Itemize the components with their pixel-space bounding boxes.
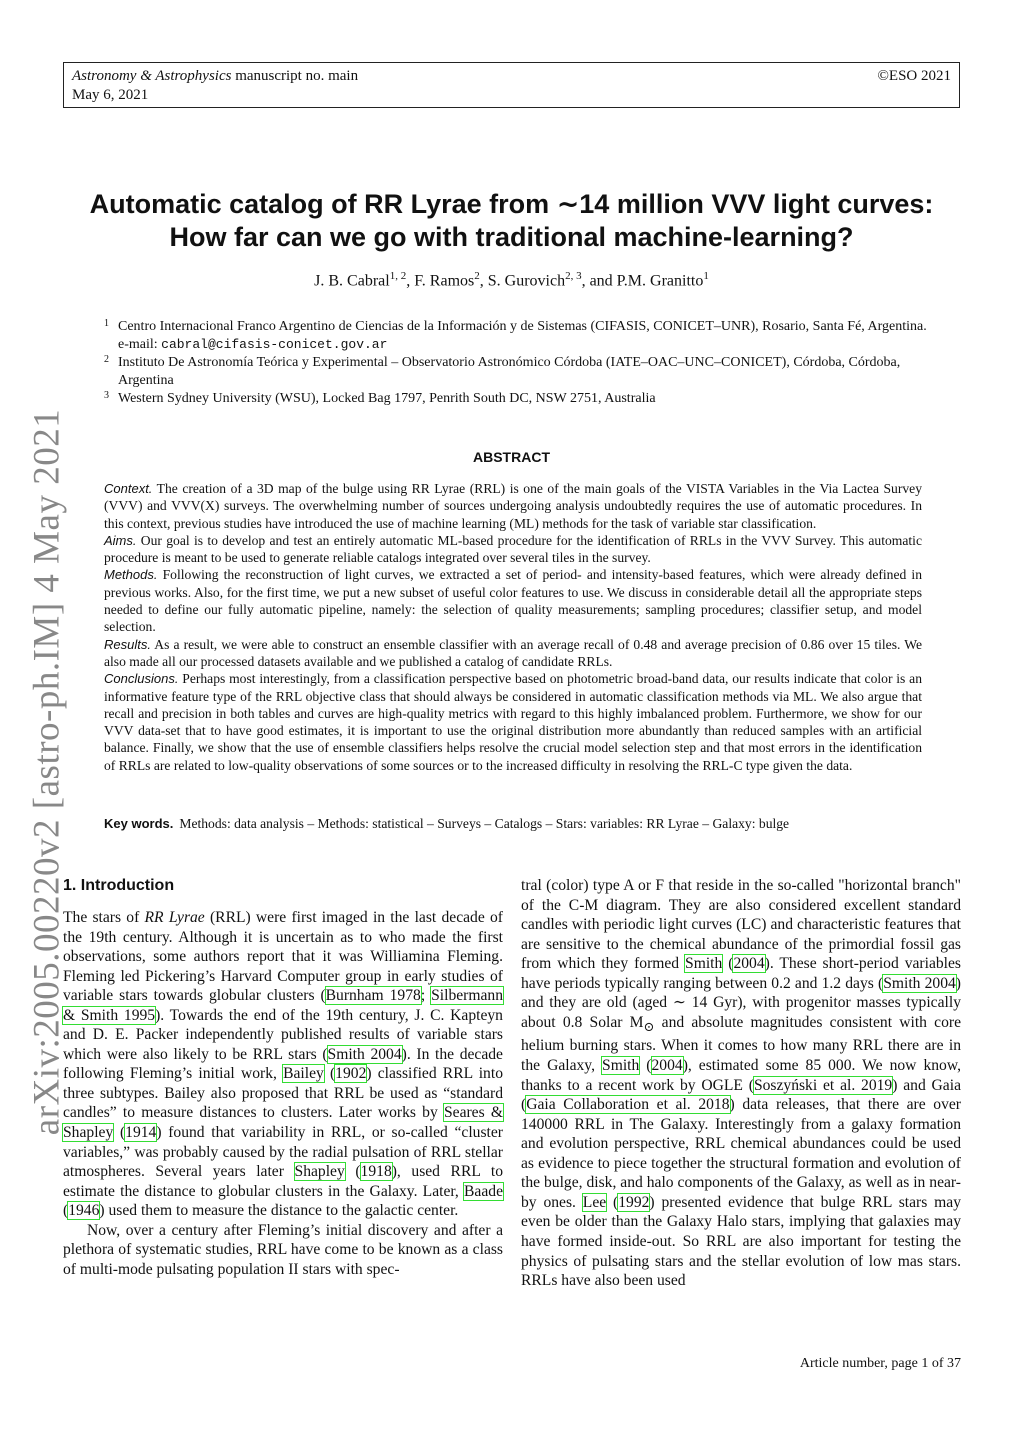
affiliation-text: Western Sydney University (WSU), Locked Bag 1797, Penrith South DC, NSW 2751, Australia xyxy=(118,391,656,406)
abstract-conclusions xyxy=(104,670,922,774)
citation-link[interactable]: Smith xyxy=(685,955,723,973)
journal-header xyxy=(63,62,960,108)
citation-link[interactable]: Bailey xyxy=(283,1065,324,1083)
manuscript-label: manuscript no. main xyxy=(231,68,359,84)
citation-link[interactable]: Baade xyxy=(464,1182,503,1200)
text-run: ( xyxy=(606,1193,619,1211)
text-run: ) used them to measure the distance to the galactic center. xyxy=(99,1202,459,1220)
citation-link[interactable]: 1946 xyxy=(68,1202,100,1220)
keywords-label: Key words. xyxy=(104,816,174,831)
intro-paragraph-2: Now, over a century after Fleming’s initial discovery and after a plethora of systematic studies, RRL have come to be known as a class of multi-mode pulsating population II stars with spec- xyxy=(63,1221,503,1278)
text-run: The stars of xyxy=(63,909,145,926)
text-run: ) classified RRL into three subtypes. Bailey also proposed that RRL be used as “standard candles” to measure distances to clusters. Later works by xyxy=(63,1065,503,1122)
text-run: and absolute magnitudes consistent with core helium burning stars. When it comes to how many RRL there are in the Galaxy, xyxy=(521,1013,961,1075)
methods-text: Following the reconstruction of light curves, we extracted a set of period- and intensity-based features, which were already defined in previous works. Also, for the first time, we put a new subset of useful color features to use. We discuss in considerable detail all the appropriate steps needed to define our fully automatic pipeline, namely: the selection of quality measurements; sampling procedures; classifier setup, and model selection. xyxy=(104,567,922,635)
citation-link[interactable]: 1914 xyxy=(125,1124,157,1142)
text-run: ) presented evidence that bulge RRL stars may even be older than the Galaxy Halo stars, implying that galaxies may have formed inside-out. So RRL are also important for testing the physics of pulsating stars and the stellar evolution of low mas stars. RRLs have also been used xyxy=(521,1193,961,1290)
text-run: ; xyxy=(420,987,432,1005)
arxiv-id: arXiv:2005.00220v2 [astro-ph.IM] 4 May 2021 xyxy=(26,408,68,1136)
affiliation-number: 1 xyxy=(104,318,109,329)
text-run: ( xyxy=(323,1065,336,1083)
citation-link[interactable]: Smith 2004 xyxy=(883,974,956,992)
citation-link[interactable]: 2004 xyxy=(733,955,765,973)
left-column xyxy=(63,876,503,1279)
text-run: ), estimated some 85 000. We now know, thanks to a recent work by OGLE ( xyxy=(521,1057,961,1094)
results-label: Results. xyxy=(104,636,151,652)
affiliation-text: Instituto De Astronomía Teórica y Experimental – Observatorio Astronómico Córdoba (IATE–OAC–UNC–CONICET), Córdoba, Córdoba, Argentina xyxy=(118,355,901,388)
page-footer: Article number, page 1 of 37 xyxy=(799,1356,961,1371)
affiliation-text: Centro Internacional Franco Argentino de Ciencias de la Información y de Sistemas (CIFASIS, CONICET–UNR), Rosario, Santa Fé, Argentina. e-mail: xyxy=(118,319,927,352)
text-run: ), used RRL to estimate the distance to globular clusters in the Galaxy. Later, xyxy=(63,1163,504,1200)
author: , F. Ramos xyxy=(406,272,475,290)
text-run: ) found that variability in RRL, or so-called “cluster variables,” was probably caused by the radial pulsation of RRL stellar atmospheres. Several years later xyxy=(63,1124,503,1181)
citation-link[interactable]: 1992 xyxy=(618,1193,650,1211)
text-run: ( xyxy=(722,955,734,973)
header-copyright: ©ESO 2021 xyxy=(877,68,951,84)
affiliation-number: 3 xyxy=(104,390,109,401)
right-column xyxy=(521,876,961,1291)
conclusions-label: Conclusions. xyxy=(104,671,179,687)
context-label: Context. xyxy=(104,481,153,496)
author: J. B. Cabral xyxy=(314,272,390,290)
journal-name: Astronomy & Astrophysics xyxy=(72,68,232,84)
abstract-results xyxy=(104,636,922,671)
text-run-italic: RR Lyrae xyxy=(144,909,205,926)
citation-link[interactable]: Shapley xyxy=(294,1163,345,1181)
affiliations xyxy=(104,318,934,409)
citation-link[interactable]: Soszyński et al. 2019 xyxy=(753,1076,893,1094)
conclusions-text: Perhaps most interestingly, from a classification perspective based on photometric broad-band data, our results indicate that color is an informative feature type of the RRL objective class that should always be considered in automatic classification methods via ML. We also argue that recall and precision in both tables and curves are high-quality metrics with regard to this highly imbalanced problem. Furthermore, we show for our VVV data-set that to have good estimates, it is important to use the original distribution more abundantly than reduced samples with an artificial balance. Finally, we show that the use of ensemble classifiers helps resolve the crucial model selection step and that most errors in the identification of RRLs are related to low-quality observations of some sources or to the increased difficulty in resolving the RRL-C type given the data. xyxy=(104,671,922,773)
aims-label: Aims. xyxy=(104,532,137,548)
author-affil-mark: 1, 2 xyxy=(389,270,407,282)
affiliation-3 xyxy=(104,390,934,408)
abstract-aims xyxy=(104,532,922,567)
author: , S. Gurovich xyxy=(479,272,566,290)
citation-link[interactable]: Smith 2004 xyxy=(327,1045,402,1063)
affiliation-number: 2 xyxy=(104,354,109,365)
methods-label: Methods. xyxy=(104,567,158,583)
citation-link[interactable]: Smith xyxy=(602,1057,640,1075)
abstract xyxy=(104,480,922,774)
context-text: The creation of a 3D map of the bulge using RR Lyrae (RRL) is one of the main goals of the VISTA Variables in the Via Lactea Survey (VVV) and VVV(X) surveys. The overwhelming number of sources undergoing analysis undoubtedly requires the use of automatic procedures. In this context, previous studies have introduced the use of machine learning (ML) methods for the task of variable star classification. xyxy=(104,481,922,531)
author-affil-mark: 2 xyxy=(474,270,480,282)
citation-link[interactable]: Gaia Collaboration et al. 2018 xyxy=(526,1096,730,1114)
solar-symbol: ⊙ xyxy=(643,1018,655,1034)
header-date: May 6, 2021 xyxy=(72,87,149,103)
keywords xyxy=(104,816,922,832)
keywords-text: Methods: data analysis – Methods: statistical – Surveys – Catalogs – Stars: variables: RR Lyrae – Galaxy: bulge xyxy=(179,816,790,831)
results-text: As a result, we were able to construct an ensemble classifier with an average recall of 0.48 and average precision of 0.86 over 15 tiles. We also made all our processed datasets available and we published a catalog of candidate RRLs. xyxy=(104,636,922,669)
abstract-context xyxy=(104,480,922,532)
text-run: tral (color) type A or F that reside in the so-called "horizontal branch" of the C-M diagram. They are also considered excellent standard candles with periodic light curves (LC) and characteristic features that are sensitive to the chemical abundance of the primordial fossil gas from which they formed xyxy=(521,877,961,973)
email-link[interactable]: cabral@cifasis-conicet.gov.ar xyxy=(161,336,388,352)
paper-title xyxy=(63,188,960,254)
text-run: (RRL) were first imaged in the last decade of the 19th century. Although it is uncertain as to who made the first observations, some authors report that it was Williamina Fleming. Fleming led Pickering’s Harvard Computer group in early studies of variable stars towards globular clusters ( xyxy=(63,909,503,1005)
citation-link[interactable]: 1918 xyxy=(360,1163,392,1181)
section-heading: 1. Introduction xyxy=(63,877,175,894)
text-run: ( xyxy=(113,1124,126,1142)
abstract-heading: ABSTRACT xyxy=(473,449,550,465)
text-run: ( xyxy=(344,1163,361,1181)
affiliation-1 xyxy=(104,318,934,353)
intro-paragraph-1 xyxy=(63,908,503,1221)
citation-link[interactable]: 2004 xyxy=(651,1057,683,1075)
author: , and P.M. Granitto xyxy=(581,272,704,290)
text-run: ). In the decade following Fleming’s initial work, xyxy=(63,1045,503,1083)
affiliation-2 xyxy=(104,354,934,389)
text-run: ) and they are old (aged ∼ 14 Gyr), with progenitor masses typically about 0.8 Solar M xyxy=(521,974,961,1031)
abstract-methods xyxy=(104,566,922,635)
citation-link[interactable]: Lee xyxy=(582,1193,607,1211)
author-affil-mark: 2, 3 xyxy=(565,270,582,282)
text-run: ). Towards the end of the 19th century, J. C. Kapteyn and D. E. Packer independently published results of variable stars which were also likely to be RRL stars ( xyxy=(63,1006,503,1063)
author-affil-mark: 1 xyxy=(703,270,709,282)
citation-link[interactable]: 1902 xyxy=(335,1065,367,1083)
author-list xyxy=(63,270,960,290)
title-line-1: Automatic catalog of RR Lyrae from ∼14 million VVV light curves: xyxy=(89,189,934,219)
journal-line xyxy=(72,67,951,86)
citation-link[interactable]: Burnham 1978 xyxy=(325,987,421,1005)
text-run: ) data releases, that there are over 140000 RRL in The Galaxy. Interestingly from a galaxy formation and evolution perspective, RRL chemical abundances could be used as evidence to piece together the structural formation and evolution of the bulge, disk, and halo components of the Galaxy, as well as in near-by ones. xyxy=(521,1096,962,1211)
text-run: ( xyxy=(639,1057,652,1075)
aims-text: Our goal is to develop and test an entirely automatic ML-based procedure for the identification of RRLs in the VVV Survey. This automatic procedure is meant to be used to generate reliable catalogs integrated over several tiles in the survey. xyxy=(104,532,922,566)
citation-link[interactable]: Silbermann & Smith 1995 xyxy=(63,987,504,1024)
text-run: ( xyxy=(63,1202,69,1220)
intro-paragraph-3 xyxy=(521,876,961,1291)
title-line-2: How far can we go with traditional machine-learning? xyxy=(169,222,854,252)
citation-link[interactable]: Seares & Shapley xyxy=(63,1104,503,1142)
text-run: ) and Gaia ( xyxy=(521,1076,961,1114)
text-run: ). These short-period variables have periods typically ranging between 0.2 and 1.2 days ( xyxy=(521,955,961,992)
